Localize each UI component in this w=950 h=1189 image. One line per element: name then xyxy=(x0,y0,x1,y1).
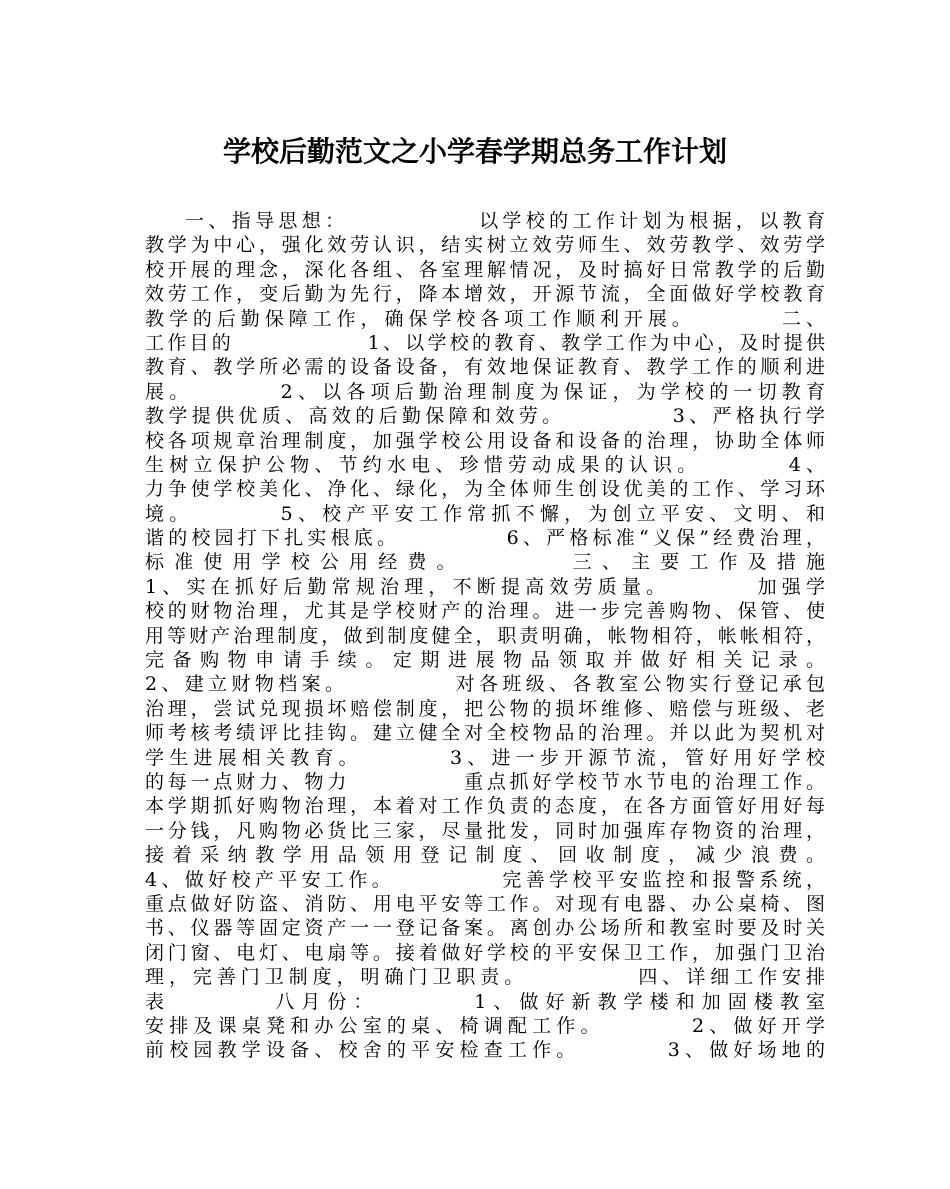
body-line: 闭门窗、电灯、电扇等。接着做好学校的平安保卫工作，加强门卫治 xyxy=(145,941,825,964)
body-line: 学生进展相关教育。 3、进一步开源节流，管好用好学校 xyxy=(145,746,825,769)
body-line: 教育、教学所必需的设备设备，有效地保证教育、教学工作的顺利进 xyxy=(145,356,825,379)
body-line: 完备购物申请手续。定期进展物品领取并做好相关记录。 xyxy=(145,649,825,672)
body-line: 4、做好校产平安工作。 完善学校平安监控和报警系统， xyxy=(145,868,825,891)
body-line: 2、建立财物档案。 对各班级、各教室公物实行登记承包 xyxy=(145,673,825,696)
body-line: 谐的校园打下扎实根底。 6、严格标准“义保”经费治理， xyxy=(145,527,825,550)
body-line: 效劳工作，变后勤为先行，降本增效，开源节流，全面做好学校教育 xyxy=(145,283,825,306)
body-line: 校的财物治理，尤其是学校财产的治理。进一步完善购物、保管、使 xyxy=(145,600,825,623)
body-line: 展。 2、以各项后勤治理制度为保证，为学校的一切教育 xyxy=(145,380,825,403)
body-line: 校各项规章治理制度，加强学校公用设备和设备的治理，协助全体师 xyxy=(145,429,825,452)
body-line: 境。 5、校产平安工作常抓不懈，为创立平安、文明、和 xyxy=(145,502,825,525)
body-line: 一、指导思想： 以学校的工作计划为根据，以教育 xyxy=(185,210,825,232)
body-line: 本学期抓好购物治理，本着对工作负责的态度，在各方面管好用好每 xyxy=(145,795,825,818)
body-line: 的每一点财力、物力 重点抓好学校节水节电的治理工作。 xyxy=(145,770,825,793)
body-line: 生树立保护公物、节约水电、珍惜劳动成果的认识。 4、 xyxy=(145,453,825,476)
body-line: 一分钱，凡购物必货比三家，尽量批发，同时加强库存物资的治理， xyxy=(145,819,825,842)
document-title: 学校后勤范文之小学春学期总务工作计划 xyxy=(222,135,727,168)
body-line: 教学为中心，强化效劳认识，结实树立效劳师生、效劳教学、效劳学 xyxy=(145,234,825,257)
body-line: 教学的后勤保障工作，确保学校各项工作顺利开展。 二、 xyxy=(145,307,825,330)
body-line: 接着采纳教学用品领用登记制度、回收制度，减少浪费。 xyxy=(145,844,825,867)
body-line: 工作目的 1、以学校的教育、教学工作为中心，及时提供 xyxy=(145,331,825,354)
body-line: 标准使用学校公用经费。 三、主要工作及措施 xyxy=(145,551,825,574)
body-line: 前校园教学设备、校舍的平安检查工作。 3、做好场地的 xyxy=(145,1039,825,1062)
body-line: 书、仪器等固定资产一一登记备案。离创办公场所和教室时要及时关 xyxy=(145,917,825,940)
body-line: 1、实在抓好后勤常规治理，不断提高效劳质量。 加强学 xyxy=(145,575,825,598)
document-body xyxy=(145,209,825,1063)
body-line: 治理，尝试兑现损坏赔偿制度，把公物的损坏维修、赔偿与班级、老 xyxy=(145,697,825,720)
body-line: 用等财产治理制度，做到制度健全，职责明确，帐物相符，帐帐相符， xyxy=(145,624,825,647)
body-line: 校开展的理念，深化各组、各室理解情况，及时搞好日常教学的后勤 xyxy=(145,258,825,281)
body-line: 安排及课桌凳和办公室的桌、椅调配工作。 2、做好开学 xyxy=(145,1014,825,1037)
body-line: 力争使学校美化、净化、绿化，为全体师生创设优美的工作、学习环 xyxy=(145,478,825,501)
body-line: 重点做好防盗、消防、用电平安等工作。对现有电器、办公桌椅、图 xyxy=(145,892,825,915)
body-line: 理，完善门卫制度，明确门卫职责。 四、详细工作安排 xyxy=(145,966,825,989)
body-line: 教学提供优质、高效的后勤保障和效劳。 3、严格执行学 xyxy=(145,405,825,428)
body-line: 表 八月份： 1、做好新教学楼和加固楼教室 xyxy=(145,990,825,1013)
body-line: 师考核考绩评比挂钩。建立健全对全校物品的治理。并以此为契机对 xyxy=(145,722,825,745)
